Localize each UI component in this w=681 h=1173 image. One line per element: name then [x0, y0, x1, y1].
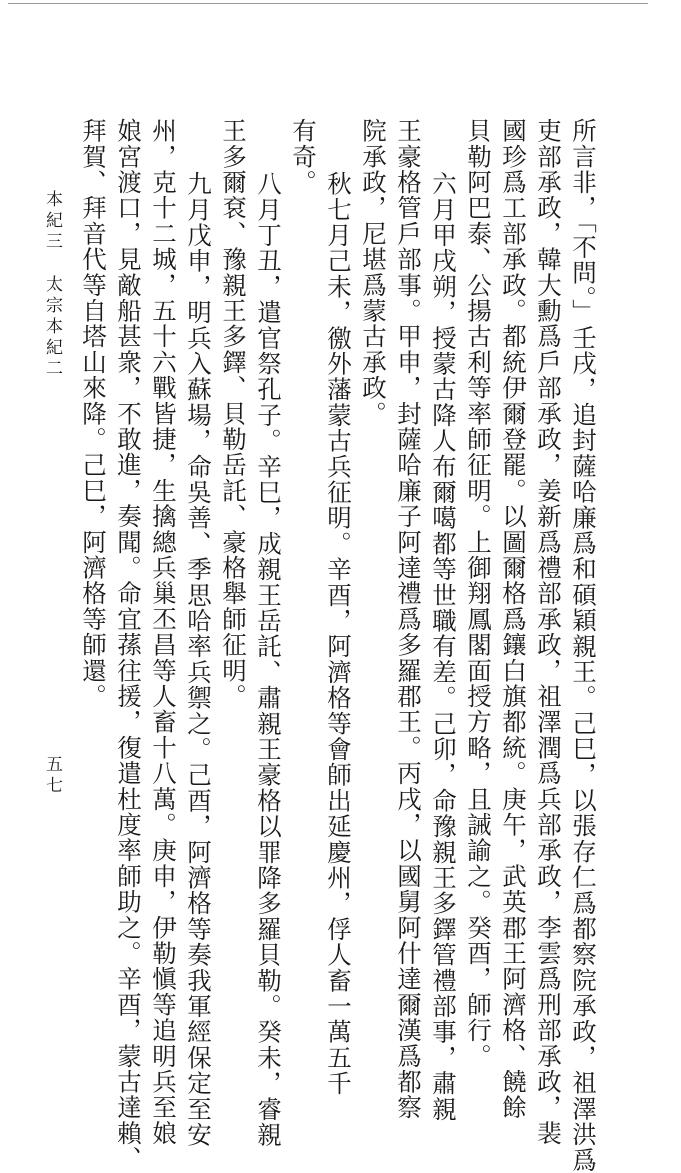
- text-column-8: 秋七月己未，徼外藩蒙古兵征明。辛酉，阿濟格等會師出延慶州，俘人畜一萬五千: [324, 171, 353, 1097]
- text-column-14: 娘宮渡口，見敵船甚衆，不敢進，奏聞。命宜蓀往援，復遣杜度率師助之。辛酉，蒙古達賴、: [114, 118, 143, 1172]
- page-number: 五七: [42, 755, 62, 797]
- text-column-12: 九月戊申，明兵入蘇場，命吳善、季思哈率兵禦之。己酉，阿濟格等奏我軍經保定至安: [184, 171, 213, 1148]
- text-column-6: 王豪格管戶部事。甲申，封薩哈廉子阿達禮爲多羅郡王。丙戌，以國舅阿什達爾漢爲都察: [394, 118, 423, 1121]
- running-head-title: 太宗本紀二: [42, 275, 62, 380]
- text-column-11: 王多爾袞、豫親王多鐸、貝勒岳託、豪格舉師征明。: [219, 118, 248, 710]
- text-column-1: 所言非，「不問。」壬戌，追封薩哈廉爲和碩穎親王。己巳，以張存仁爲都察院承政，祖澤洪爲: [569, 118, 598, 1173]
- text-column-15: 拜賀、拜音代等自塔山來降。己巳，阿濟格等師還。: [79, 118, 108, 710]
- text-column-3: 國珍爲工部承政。都統伊爾登罷。以圖爾格爲鑲白旗都統。庚午，武英郡王阿濟格、饒餘: [499, 118, 528, 1121]
- text-column-9: 有奇。: [289, 118, 318, 196]
- text-column-7: 院承政，尼堪爲蒙古承政。: [359, 118, 388, 427]
- text-column-10: 八月丁丑，遣官祭孔子。辛巳，成親王岳託、肅親王豪格以罪降多羅貝勒。癸未，睿親: [254, 171, 283, 1148]
- running-head-juan: 本紀三: [42, 190, 62, 253]
- text-column-13: 州，克十二城，五十六戰皆捷，生擒總兵巢丕昌等人畜十八萬。庚申，伊勒愼等追明兵至娘: [149, 118, 178, 1146]
- text-column-4: 貝勒阿巴泰、公揚古利等率師征明。上御翔鳳閣面授方略，且誡諭之。癸酉，師行。: [464, 118, 493, 1069]
- text-column-5: 六月甲戌朔，授蒙古降人布爾噶都等世職有差。己卯，命豫親王多鐸管禮部事，肅親: [429, 171, 458, 1122]
- text-column-2: 吏部承政，韓大勳爲戶部承政，姜新爲禮部承政，祖澤潤爲兵部承政，李雲爲刑部承政，裴: [534, 118, 563, 1146]
